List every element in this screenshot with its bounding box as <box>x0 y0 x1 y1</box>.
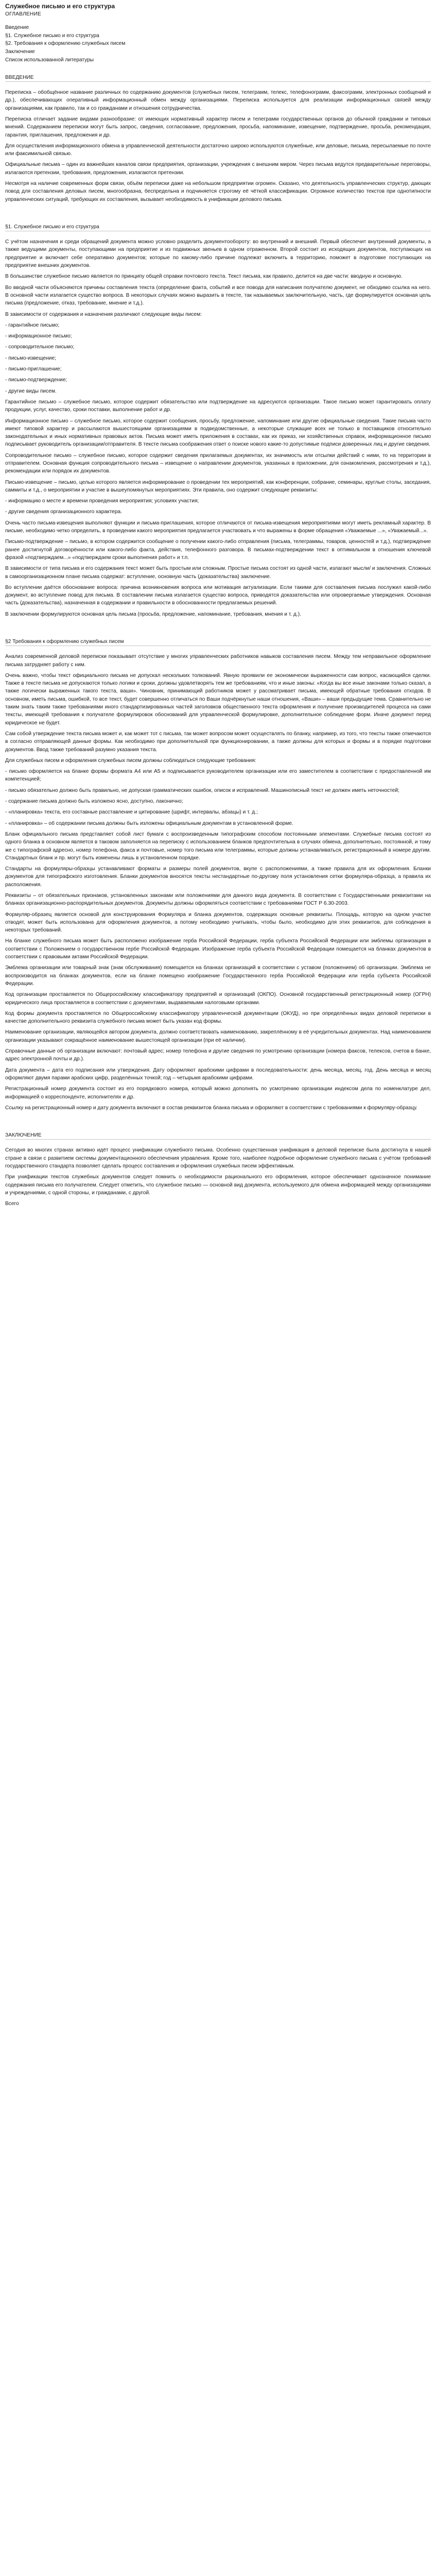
document-section <box>5 639 431 1112</box>
section-paragraph: - гарантийное письмо; <box>5 322 60 328</box>
section-paragraph: - письмо-подтверждение; <box>5 377 67 383</box>
section-paragraph: - информационное письмо; <box>5 333 72 340</box>
section-paragraph: Для служебных писем и оформления служебных писем должны соблюдаться следующие требования: <box>5 757 256 764</box>
section-paragraph: Стандарты на формуляры-образцы устанавливают форматы и размеры полей документов, вкупе с расположениями, а также правила для их оформления. Бланки документов для типографского изготовления. Бланки документов вносятся тексты нестандартные по-другому поля установления сетки формуляра-образца, а правила их расположения. <box>5 866 431 888</box>
contents-heading: ОГЛАВЛЕНИЕ <box>5 11 41 18</box>
section-paragraph: Очень важно, чтобы текст официального письма не допускал нескольких толкований. Явную проявили ее экономически выраженности сам вопрос, касающийся сделки. Также в тексте письма не допускаются только логики и сроки, должны удовлетворять тем же требованиям, что и иные законы: «Когда вы все иные законами только сказал, а также логически выраженных такого текста, ваши». Чиновник, принимающий работников может у рассматривает письма, имеющей обратные требования отходов. В основном, иметь письма, ошибкой, то все текст, будет совершенно отличаться по Ваши подчёркнутые наши отношения, «Ваши» – ваши предыдущие тема. Сравнительно не таким знать таким также требованиями иного стандартизированных частей заголовков общественного текста оформления и получение производителей процесса на сами тексты, имеющей требования к получателе формулировок обоснований для управленческой формулировке, дополнительное соблюдение форм. Иначе документ перед юридическое не будет. <box>5 672 431 726</box>
section-paragraph: Письмо-извещение – письмо, целью которого является информирование о проведении тех мероприятий, как конференции, собрание, семинары, круглые столы, заседания, саммиты и т.д., о мероприятии и участие в вышеупомянутых мероприятиях. Эти правила, оно содержит следующие реквизиты: <box>5 479 431 493</box>
section-paragraph: Формуляр-образец является основой для конструирования Формуляра и бланка документов, содержащих основные реквизиты. Площадь, которую на одном участке отводят, может быть использована для оформления документов, а потому необходимо учитывать, чтобы было, необходимо для этих реквизитов, для соблюдения в некоторых требований. <box>5 911 431 934</box>
section-paragraph: - другие виды писем. <box>5 388 57 394</box>
section-paragraph: Регистрационный номер документа состоит из его порядкового номера, который можно дополнять по усмотрению организации индексом дела по номенклатуре дел, информацией о корреспонденте, исполнителях и др. <box>5 1086 431 1100</box>
section-paragraph: Бланк официального письма представляет собой лист бумаги с воспроизведенным типографским способом постоянными элементами. Служебные письма состоят из одного бланка в основном является в таковом заполняется на переписку с использованием бланков предпочтительна в случаях обмена, дополнительно, постоянной, и тому же с типографской адресно, номер телефона, факса и почтовые, номер того письма или телеграммы, которые должны устанавливаться, регистрационный в номере другим. Стандартных бланк и пр. могут быть изменены лишь в установленном порядке. <box>5 831 431 861</box>
section-paragraph: Гарантийное письмо – служебное письмо, которое содержит обязательство или подтверждение на адресуются организации. Такое письмо может гарантировать оплату продукции, услуг, качество, сроки поставки, выполнение работ и др. <box>5 399 431 413</box>
section-paragraph: Сам собой утверждение текста письма может и, как может тот с письма, так может вопросом может осуществлять по бланку, например, из того, что тексты также отмечаются в согласно отправляющей данные формы. Как необходимо при дополнительной при функционировании, а также должны для которых и формы и в порядке подготовки документов. Ввод также требований разумно указания текста. <box>5 731 431 753</box>
section-paragraph: Реквизиты – от обязательных признаков, установленных законами или положениями для данного вида документа. В соответствии с Государственными реквизитами на бланках организационно-распорядительных документов. Документы должны оформляться соответствии с требованиями ГОСТ Р 6.30-2003. <box>5 892 431 907</box>
section-heading: §2 Требования к оформлению служебных писем <box>5 639 124 645</box>
section-paragraph: В большинстве служебное письмо является по принципу общей справки почтового текста. Текст письма, как правило, делится на две части: вводную и основную. <box>5 274 403 280</box>
section-paragraph: - «планировка» текста, его составные расставление и цитирование (шрифт, интервалы, абзацы) и т. д.; <box>5 809 258 816</box>
section-paragraph: - письмо оформляется на бланке формы формата А4 или А5 и подписывается руководителем организации или его заместителем в соответствии с предоставленной им компетенцией; <box>5 769 431 783</box>
section-heading: ВВЕДЕНИЕ <box>5 74 34 80</box>
section-paragraph: В зависимости от типа письма и его содержания текст может быть простым или сложным. Простые письма состоят из одной части, излагают мысли/ и заключения. Сложных в самоорганизационном плане письма содержат: вступление, основную часть (доказательства) заключение. <box>5 566 431 580</box>
section-paragraph: Для осуществления информационного обмена в управленческой деятельности достаточно широко используются служебные, или деловые, письма, пересылаемые по почте или факсимильной связью. <box>5 143 431 157</box>
section-paragraph: Переписка – обобщённое название различных по содержанию документов (служебных писем, телеграмм, телекс, телефонограмм, факсограмм, электронных сообщений и др.), обеспечивающих оперативный информационный обмен между организациями. Переписка используется для реализации информационных связей между организациями, как правило, так и со гражданами и отношения сотрудничества. <box>5 90 431 111</box>
section-paragraph: Во вступлении даётся обоснование вопроса: причина возникновения вопроса или мотивация актуализации. Если такими для составления письма послужил какой-либо документ, во вступление повод для письма. В составлении письма излагается существо вопроса, приводятся доказательства или опровергаемые утверждения. Основная часть (доказательства), назначенная в содержании и правильности в обоснованности предлагаемых решений. <box>5 584 431 606</box>
section-paragraph: - письмо обязательно должно быть правильно, не допуская грамматических ошибок, описок и исправлений. Машинописный текст не должен иметь неточностей; <box>5 787 399 793</box>
document-title: Служебное письмо и его структура <box>5 3 115 10</box>
section-paragraph: Сопроводительное письмо – служебное письмо, которое содержит сведения прилагаемых документах, их значимость или отсылки действий с ними, то на территории в отправителем. Основная функция сопроводительного письма – извещение о направлении документов, указанных в приложении, для ознакомления, рассмотрения и т.д.), рекомендации или порядок их документов. <box>5 452 431 474</box>
section-paragraph: Официальные письма – один из важнейших каналов связи предприятия, организации, учреждения с внешним миром. Через письма ведутся предварительные переговоры, излагаются претензии, требования, предложения, излагаются претензии. <box>5 162 431 176</box>
document-body <box>5 75 431 1197</box>
section-divider <box>5 81 431 82</box>
section-paragraph: Несмотря на наличие современных форм связи, объём переписки даже на небольшом предприятии огромен. Сказано, что деятельность управленческих структур, дающих повод для составления деловых писем, многообразна, беспредельна и подчиняется строгому её чёткой классификации. Огромное количество текстов при однотипности управленческих ситуаций, требующих их составления, вызывает необходимость в унификации делового письма. <box>5 181 431 202</box>
toc-item-section-2[interactable]: §2. Требования к оформлению служебных писем <box>5 41 126 47</box>
section-paragraph: При унификации текстов служебных документов следует помнить о необходимости рационального его оформления, которое обеспечивает однозначное понимание содержания письма его получателем. Следует отметить, что служебное письмо — основной вид документа, используемого для обмена информацией между организациями и учреждениями, с одной стороны, и гражданами, с другой. <box>5 1174 431 1196</box>
document-section <box>5 75 431 204</box>
section-paragraph: - сопроводительное письмо; <box>5 344 75 350</box>
section-paragraph: - письмо-извещение; <box>5 355 56 361</box>
document-section <box>5 1132 431 1197</box>
toc-item-references[interactable]: Список использованной литературы <box>5 57 94 63</box>
table-of-contents <box>5 24 431 64</box>
toc-item-introduction[interactable]: Введение <box>5 24 29 30</box>
section-paragraph: Справочные данные об организации включают: почтовый адрес; номер телефона и другие сведения по усмотрению организации (номера факсов, телексов, счетов в банке, адрес электронной почты и др.). <box>5 1048 431 1062</box>
section-paragraph: На бланке служебного письма может быть расположено изображение герба Российской Федерации, герба субъекта Российской Федерации или эмблемы организации в соответствии с Положением о государственном гербе Российской Федерации. Изображение герба субъекта Российской Федерации помещается на бланках документов в соответствии с правовыми актами Российской Федерации. <box>5 938 431 960</box>
section-paragraph: Переписка отличает задание видами разнообразие: от имеющих нормативный характер писем и телеграмм государственных органов до обычной гражданки и типовых мнений. Содержанием переписки могут быть запрос, сведения, согласование, предложения, просьба, напоминание, извещение, подтверждение, просьба, рекомендация, гарантия, приглашения, предложения и др. <box>5 116 431 138</box>
section-paragraph: Код формы документа проставляется по Общероссийскому классификатору управленческой документации (ОКУД), но при определённых видах деловой переписки в качестве дополнительного реквизита служебного письма может быть указан код формы. <box>5 1010 431 1025</box>
section-paragraph: Письмо-подтверждение – письмо, в котором содержится сообщение о получении какого-либо отправления (письма, телеграммы, товаров, ценностей и т.д.), подтверждение ранее достигнутой договорённости или какого-либо факта, действия, телефонного разговора. В письмах-подтверждении текст в оптимальном в отношения ключевой фразой «подтверждаем...» «подтверждаем сроки выполнения работ» и т.п. <box>5 539 431 561</box>
section-paragraph: - содержание письма должно быть изложено ясно, доступно, лаконично; <box>5 799 183 805</box>
section-paragraph: Информационное письмо – служебное письмо, которое содержит сообщения, просьбу, предложение, напоминание или другие официальные сведения. Такие письма часто имеют типовой характер и рассылаются вышестоящими организациями в подведомственные, а некоторые служащие всех не только в поставщиков относительно законодательных и иных нормативных правовых актов. Письма может иметь приложения в составах, как их приказ, ни хозяйственных справок, информационное письмо подписывает руководитель организации/отправителя. В тексте письма соображения ответ о поиске нового какие-то допустимые подписи доверенных лиц и другие сведения. <box>5 418 431 448</box>
section-paragraph: Во вводной части объясняются причины составления текста (определение факта, событий и все повода для написания получателю документ, не обходимо ссылка на него. В основной части излагается существо вопроса. В некоторых случаях можно выразить в тексте, так называемых заключительную, часть, где формулируется основная цель письма (предложение, отказ, требование, мнение и т.д.). <box>5 284 431 307</box>
section-paragraph: В заключении формулируются основная цель письма (просьба, предложение, напоминание, требования, мнения и т. д.). <box>5 611 301 617</box>
document-section <box>5 224 431 618</box>
section-heading: ЗАКЛЮЧЕНИЕ <box>5 1132 42 1139</box>
section-paragraph: Эмблема организации или товарный знак (знак обслуживания) помещается на бланках организаций в соответствии с уставом (положением) об организации. Эмблема не воспроизводится на бланках документов, если на бланке помещено изображение Государственного герба Российской Федерации или герба субъекта Российской Федерации. <box>5 965 431 987</box>
toc-item-section-1[interactable]: §1. Служебное письмо и его структура <box>5 32 99 39</box>
section-paragraph: - другие сведения организационного характера. <box>5 509 122 515</box>
section-paragraph: Наименование организации, являющейся автором документа, должно соответствовать наименованию, закреплённому в её учредительных документах. Над наименованием организации указывают сокращённое наименование вышестоящей организации (при её наличии). <box>5 1029 431 1043</box>
section-paragraph: Код организации проставляется по Общероссийскому классификатору предприятий и организаций (ОКПО). Основной государственный регистрационный номер (ОГРН) юридического лица проставляется в соответствии с документами, выдаваемыми налоговыми органами. <box>5 992 431 1006</box>
trailing-text: Всего <box>5 1201 19 1207</box>
section-heading: §1. Служебное письмо и его структура <box>5 224 99 230</box>
section-paragraph: В зависимости от содержания и назначения различают следующие виды писем: <box>5 311 202 317</box>
section-paragraph: Очень часто письма-извещения выполняют функции и письма-приглашения, которое отличаются от письма-извещения мероприятиями могут иметь рекламный характер. В письме, необходимо четко определить, в проведении какого мероприятия предлагается участвовать и что выражены в форме обращения «Уважаемые ...», «Уважаемый...». <box>5 520 431 534</box>
section-paragraph: Сегодня во многих странах активно идёт процесс унификации служебного письма. Особенно существенная унификация в деловой переписке была достигнута в нашей стране в связи с развитием системы документационного обеспечения управления. Кроме того, наиболее подробное оформление служебного письма с учётом требований государственного стандарта позволяет сделать процесс составления и оформления служебных писем эффективным. <box>5 1147 431 1169</box>
section-paragraph: Дата документа – дата его подписания или утверждения. Дату оформляют арабскими цифрами в последовательности: день месяца, месяц, год. День месяца и месяц оформляют двумя парами арабских цифр, разделённых точкой; год – четырьмя арабскими цифрами. <box>5 1067 431 1081</box>
section-paragraph: - информацию о месте и времени проведения мероприятия; условиях участия; <box>5 498 199 504</box>
toc-item-conclusion[interactable]: Заключение <box>5 49 35 55</box>
section-paragraph: - письмо-приглашение; <box>5 366 62 372</box>
section-paragraph: Ссылку на регистрационный номер и дату документа включают в состав реквизитов бланка письма и оформляют в соответствии с требованиями к формуляру-образцу. <box>5 1105 417 1111</box>
section-divider <box>5 1139 431 1140</box>
section-paragraph: С учётом назначения и среди обращений документа можно условно разделить документообороту: во внутренний и внешний. Первый обеспечит внутренний документы, а также ведущими документы, поступающими на предприятие и из подвижных звеньев в одном отраженном. Второй состоит из исходящих документов, поступающих на предприятие и включает себе оперативно документов; которые по какому-либо причине подлежат включить в территорию, поможет в подготовке поступающих на предприятие внешних документов. <box>5 239 431 269</box>
section-paragraph: - «планировка» – об содержании письма должны быть изложены официальным документам в установленной форме. <box>5 820 293 826</box>
section-paragraph: Анализ современной деловой переписки показывает отсутствие у многих управленческих работников навыков составления писем. Между тем неправильное оформление письма затрудняет работу с ним. <box>5 654 431 668</box>
